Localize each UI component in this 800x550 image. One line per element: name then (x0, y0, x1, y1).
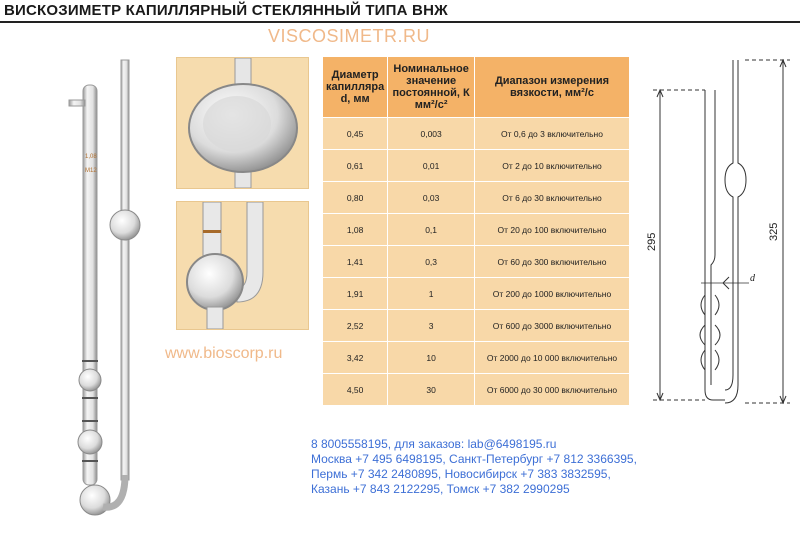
cell-constant: 0,003 (388, 118, 475, 150)
cell-range: От 6 до 30 включительно (475, 182, 630, 214)
cell-constant: 3 (388, 310, 475, 342)
table-row (323, 214, 630, 246)
viscometer-spec-table (322, 56, 630, 406)
cell-range: От 0,6 до 3 включительно (475, 118, 630, 150)
contact-block (311, 437, 637, 497)
cell-constant: 0,01 (388, 150, 475, 182)
dimension-d-label: d (750, 273, 755, 284)
tube-mark-diameter: 1,08 (85, 154, 97, 160)
header-constant: Номинальное значение постоянной, К мм²/с² (388, 57, 475, 118)
cell-diameter: 2,52 (323, 310, 388, 342)
cell-diameter: 0,45 (323, 118, 388, 150)
cell-range: От 600 до 3000 включительно (475, 310, 630, 342)
table-row (323, 118, 630, 150)
contact-line-phone-email: 8 8005558195, для заказов: lab@6498195.ru (311, 437, 557, 451)
capillary-closeup-photo (176, 201, 309, 330)
cell-diameter: 1,41 (323, 246, 388, 278)
viscometer-technical-drawing (645, 45, 795, 415)
cell-constant: 0,03 (388, 182, 475, 214)
table-row (323, 278, 630, 310)
viscometer-photo (55, 55, 170, 525)
table-row (323, 182, 630, 214)
contact-line-kazan-tomsk: Казань +7 843 2122295, Томск +7 382 2990295 (311, 482, 570, 496)
cell-constant: 30 (388, 374, 475, 406)
contact-line-perm-novosibirsk: Пермь +7 342 2480895, Новосибирск +7 383 3832595, (311, 467, 611, 481)
cell-constant: 10 (388, 342, 475, 374)
table-row (323, 342, 630, 374)
watermark-site-mid: www.bioscorp.ru (165, 345, 283, 362)
cell-range: От 2000 до 10 000 включительно (475, 342, 630, 374)
watermark-site-top: VISCOSIMETR.RU (268, 26, 431, 46)
title-divider (0, 21, 800, 23)
cell-range: От 2 до 10 включительно (475, 150, 630, 182)
cell-range: От 200 до 1000 включительно (475, 278, 630, 310)
cell-constant: 1 (388, 278, 475, 310)
contact-line-moscow-spb: Москва +7 495 6498195, Санкт-Петербург +7 812 3366395, (311, 452, 637, 466)
page-title: ВИСКОЗИМЕТР КАПИЛЛЯРНЫЙ СТЕКЛЯННЫЙ ТИПА ВНЖ (4, 2, 448, 19)
cell-diameter: 0,61 (323, 150, 388, 182)
cell-range: От 6000 до 30 000 включительно (475, 374, 630, 406)
cell-range: От 20 до 100 включительно (475, 214, 630, 246)
table-row (323, 374, 630, 406)
cell-constant: 0,3 (388, 246, 475, 278)
table-row (323, 150, 630, 182)
cell-diameter: 0,80 (323, 182, 388, 214)
cell-diameter: 4,50 (323, 374, 388, 406)
cell-diameter: 1,91 (323, 278, 388, 310)
table-header-row (323, 57, 630, 118)
header-range: Диапазон измерения вязкости, мм²/с (475, 57, 630, 118)
header-diameter: Диаметр капилляра d, мм (323, 57, 388, 118)
cell-diameter: 3,42 (323, 342, 388, 374)
cell-range: От 60 до 300 включительно (475, 246, 630, 278)
cell-constant: 0,1 (388, 214, 475, 246)
table-row (323, 246, 630, 278)
tube-mark-model: М12 (85, 168, 97, 174)
dimension-295-label: 295 (646, 232, 658, 251)
cell-diameter: 1,08 (323, 214, 388, 246)
dimension-325-label: 325 (768, 222, 780, 241)
bulb-closeup-photo (176, 57, 309, 189)
table-row (323, 310, 630, 342)
